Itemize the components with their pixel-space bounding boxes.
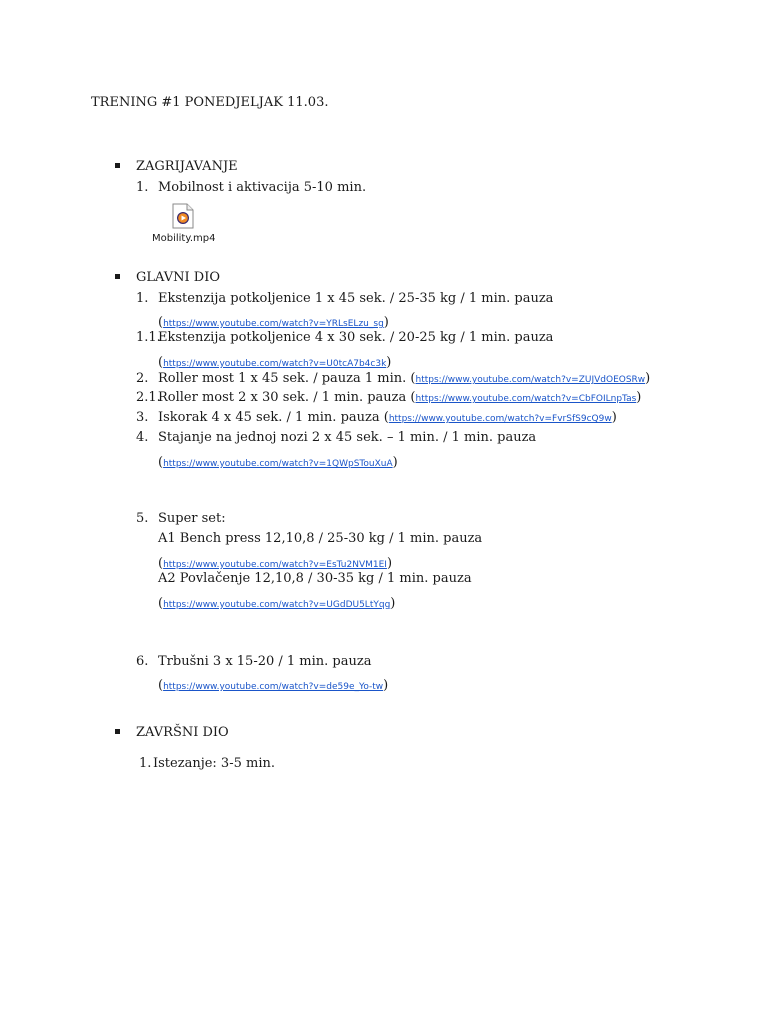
close-paren: )	[383, 678, 389, 693]
list-number: 2.	[136, 371, 149, 386]
open-paren: (	[158, 596, 164, 611]
close-paren: )	[390, 596, 396, 611]
list-number: 1.	[136, 291, 149, 306]
open-paren: (	[158, 355, 164, 370]
link-line	[158, 351, 391, 370]
close-paren: )	[636, 390, 642, 405]
youtube-link[interactable]: https://www.youtube.com/watch?v=EsTu2NVM1EI	[163, 560, 387, 570]
youtube-link[interactable]: https://www.youtube.com/watch?v=YRLsELzu_sg	[163, 319, 384, 329]
list-item-line	[158, 390, 641, 407]
section-heading-cooldown: ZAVRŠNI DIO	[136, 725, 229, 740]
section-heading-main: GLAVNI DIO	[136, 270, 221, 285]
link-line	[158, 552, 392, 571]
open-paren: (	[158, 455, 164, 470]
list-item-text: Iskorak 4 x 45 sek. / 1 min. pauza (	[158, 410, 389, 425]
list-number: 5.	[136, 511, 149, 526]
youtube-link[interactable]: https://www.youtube.com/watch?v=de59e_Yo-tw	[163, 682, 384, 692]
close-paren: )	[386, 556, 393, 571]
attachment-filename: Mobility.mp4	[152, 233, 216, 244]
link-line	[158, 311, 389, 330]
list-item-text: Ekstenzija potkoljenice 4 x 30 sek. / 20-25 kg / 1 min. pauza	[158, 330, 554, 345]
section-heading-warmup: ZAGRIJAVANJE	[136, 159, 238, 174]
list-number: 4.	[136, 430, 149, 445]
open-paren: (	[158, 678, 164, 693]
attachment-mobility[interactable]	[172, 203, 194, 229]
list-number: 1.	[139, 756, 152, 771]
youtube-link[interactable]: https://www.youtube.com/watch?v=FvrSfS9cQ9w	[388, 414, 612, 424]
list-number: 2.1.	[136, 390, 161, 405]
bullet-marker	[115, 163, 120, 168]
superset-exercise-a2: A2 Povlačenje 12,10,8 / 30-35 kg / 1 min. pauza	[158, 571, 472, 586]
page-title: TRENING #1 PONEDJELJAK 11.03.	[91, 95, 329, 110]
superset-exercise-a1: A1 Bench press 12,10,8 / 25-30 kg / 1 min. pauza	[158, 531, 483, 546]
link-line	[158, 451, 398, 470]
video-file-icon	[172, 203, 194, 229]
open-paren: (	[158, 556, 164, 571]
list-item-text: Roller most 2 x 30 sek. / 1 min. pauza (	[158, 390, 416, 405]
list-number: 1.1.	[136, 330, 161, 345]
open-paren: (	[158, 315, 164, 330]
youtube-link[interactable]: https://www.youtube.com/watch?v=UGdDU5LtYqg	[163, 600, 391, 610]
list-item-line	[158, 371, 650, 388]
close-paren: )	[645, 371, 651, 386]
list-item-line	[158, 410, 617, 427]
list-item-text: Roller most 1 x 45 sek. / pauza 1 min. (	[158, 371, 416, 386]
close-paren: )	[611, 410, 617, 425]
list-item-text: Mobilnost i aktivacija 5-10 min.	[158, 180, 367, 195]
list-item-text: Trbušni 3 x 15-20 / 1 min. pauza	[158, 654, 372, 669]
close-paren: )	[383, 315, 389, 330]
youtube-link[interactable]: https://www.youtube.com/watch?v=1QWpSTouXuA	[163, 459, 393, 469]
list-item-text: Super set:	[158, 511, 226, 526]
list-item-text: Stajanje na jednoj nozi 2 x 45 sek. – 1 min. / 1 min. pauza	[158, 430, 537, 445]
list-number: 3.	[136, 410, 149, 425]
close-paren: )	[392, 455, 398, 470]
list-number: 1.	[136, 180, 149, 195]
link-line	[158, 592, 395, 611]
bullet-marker	[115, 729, 120, 734]
list-item-text: Istezanje: 3-5 min.	[153, 756, 275, 771]
youtube-link[interactable]: https://www.youtube.com/watch?v=CbFOILnpTas	[415, 394, 637, 404]
youtube-link[interactable]: https://www.youtube.com/watch?v=U0tcA7b4c3k	[163, 359, 387, 369]
bullet-marker	[115, 274, 120, 279]
close-paren: )	[386, 355, 392, 370]
list-number: 6.	[136, 654, 149, 669]
youtube-link[interactable]: https://www.youtube.com/watch?v=ZUJVdOEOSRw	[415, 375, 646, 385]
link-line	[158, 674, 388, 693]
list-item-text: Ekstenzija potkoljenice 1 x 45 sek. / 25-35 kg / 1 min. pauza	[158, 291, 554, 306]
